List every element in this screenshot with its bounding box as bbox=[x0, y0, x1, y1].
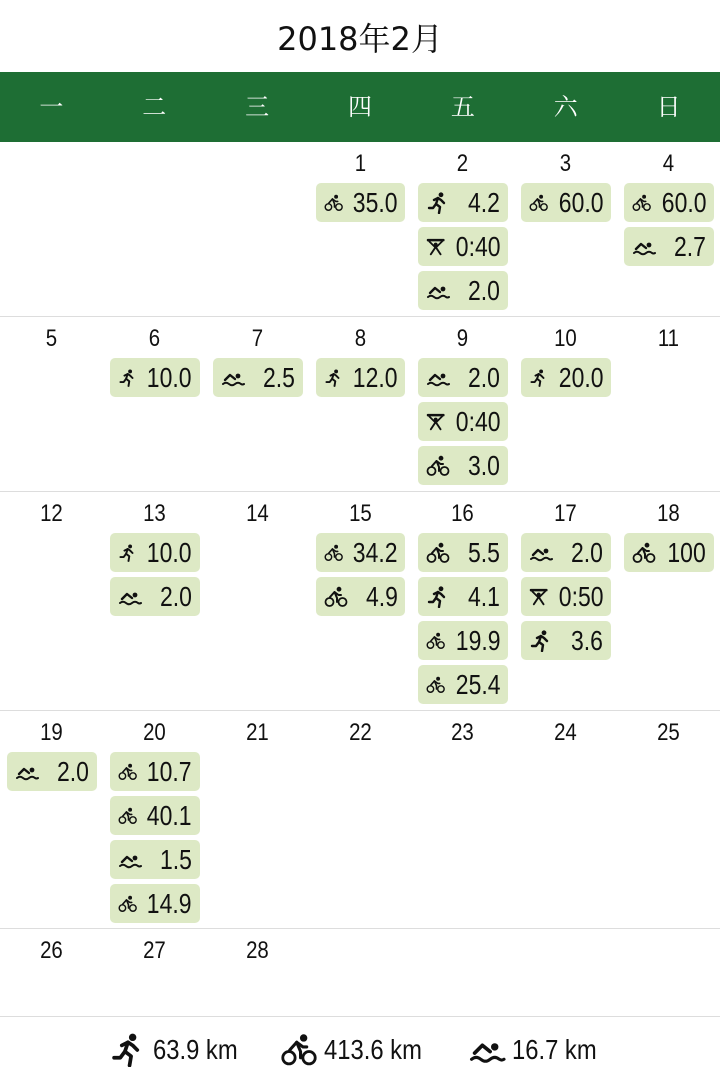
week-row bbox=[0, 710, 720, 928]
weekday-label: 一 bbox=[39, 93, 64, 121]
workout-entry[interactable] bbox=[418, 446, 508, 485]
workout-value: 0:40 bbox=[455, 405, 501, 437]
swim-icon bbox=[529, 542, 553, 564]
workout-entry[interactable] bbox=[418, 271, 508, 310]
workout-value: 14.9 bbox=[147, 887, 192, 919]
workout-entry[interactable] bbox=[521, 358, 611, 397]
workout-entry[interactable] bbox=[624, 227, 714, 266]
workout-entry[interactable] bbox=[110, 358, 200, 397]
workout-value: 2.0 bbox=[468, 361, 501, 393]
day-number: 8 bbox=[354, 325, 366, 352]
weights-icon bbox=[529, 586, 548, 608]
day-cell[interactable] bbox=[309, 317, 412, 491]
day-number: 15 bbox=[348, 500, 372, 527]
workout-entry[interactable] bbox=[7, 752, 97, 791]
run-icon bbox=[118, 542, 137, 564]
workout-value: 60.0 bbox=[661, 186, 707, 218]
day-cell[interactable] bbox=[514, 142, 617, 316]
day-cell[interactable] bbox=[103, 711, 206, 928]
day-number: 28 bbox=[245, 937, 269, 964]
workout-value: 35.0 bbox=[352, 186, 398, 218]
day-number bbox=[625, 929, 712, 965]
day-cell bbox=[0, 142, 103, 316]
workout-value: 34.2 bbox=[352, 536, 398, 568]
day-cell[interactable] bbox=[411, 492, 514, 710]
workout-value: 2.0 bbox=[468, 274, 501, 306]
bike-icon bbox=[426, 455, 450, 477]
day-cell[interactable] bbox=[514, 317, 617, 491]
bike-icon bbox=[118, 805, 137, 827]
day-cell[interactable] bbox=[0, 317, 103, 491]
day-number: 23 bbox=[451, 719, 475, 746]
weekday-label: 二 bbox=[142, 93, 167, 121]
day-cell[interactable] bbox=[0, 492, 103, 710]
swim-icon bbox=[468, 1033, 506, 1067]
day-number bbox=[522, 929, 609, 965]
day-cell[interactable] bbox=[514, 492, 617, 710]
day-cell[interactable] bbox=[0, 929, 103, 1016]
day-number: 11 bbox=[657, 325, 680, 352]
bike-icon bbox=[426, 630, 445, 652]
day-number bbox=[8, 142, 95, 178]
workout-value: 2.5 bbox=[262, 361, 295, 393]
workout-entry[interactable] bbox=[418, 533, 508, 572]
bike-icon bbox=[280, 1033, 318, 1067]
workout-entry[interactable] bbox=[213, 358, 303, 397]
workout-entry[interactable] bbox=[316, 183, 406, 222]
day-cell[interactable] bbox=[309, 711, 412, 928]
swim-icon bbox=[118, 849, 142, 871]
swim-icon bbox=[15, 761, 39, 783]
summary-bike bbox=[280, 1033, 439, 1067]
run-icon bbox=[324, 367, 343, 389]
day-number: 16 bbox=[451, 500, 475, 527]
bike-icon bbox=[324, 586, 348, 608]
day-number: 21 bbox=[245, 719, 269, 746]
weekday-header bbox=[0, 72, 720, 142]
day-number bbox=[213, 142, 300, 178]
workout-entry[interactable] bbox=[418, 358, 508, 397]
day-number: 6 bbox=[148, 325, 160, 352]
bike-icon bbox=[632, 542, 656, 564]
workout-value: 2.7 bbox=[674, 230, 707, 262]
day-number bbox=[316, 929, 403, 965]
summary-run bbox=[109, 1033, 253, 1067]
workout-entry[interactable] bbox=[418, 183, 508, 222]
day-cell[interactable] bbox=[411, 317, 514, 491]
workout-entry[interactable] bbox=[110, 752, 200, 791]
day-cell bbox=[103, 142, 206, 316]
weights-icon bbox=[426, 236, 445, 258]
day-number: 4 bbox=[662, 150, 675, 177]
workout-entry[interactable] bbox=[316, 577, 406, 616]
swim-icon bbox=[426, 280, 450, 302]
workout-value: 60.0 bbox=[558, 186, 604, 218]
day-number: 19 bbox=[40, 719, 63, 746]
workout-entry[interactable] bbox=[521, 183, 611, 222]
day-number: 10 bbox=[554, 325, 578, 352]
day-cell bbox=[309, 929, 412, 1016]
day-number: 25 bbox=[657, 719, 680, 746]
day-number: 18 bbox=[657, 500, 680, 527]
day-number: 17 bbox=[554, 500, 578, 527]
swim-icon bbox=[118, 586, 142, 608]
workout-value: 3.6 bbox=[571, 624, 604, 656]
workout-value: 2.0 bbox=[56, 755, 89, 787]
day-cell bbox=[617, 929, 720, 1016]
workout-entry[interactable] bbox=[624, 533, 714, 572]
day-cell[interactable] bbox=[103, 929, 206, 1016]
bike-icon bbox=[118, 893, 137, 915]
run-icon bbox=[118, 367, 137, 389]
workout-value: 5.5 bbox=[468, 536, 501, 568]
workout-entry[interactable] bbox=[110, 796, 200, 835]
day-cell[interactable] bbox=[103, 317, 206, 491]
day-number: 13 bbox=[142, 500, 166, 527]
workout-entry[interactable] bbox=[521, 533, 611, 572]
weekday-label: 三 bbox=[245, 93, 270, 121]
workout-entry[interactable] bbox=[418, 621, 508, 660]
day-cell[interactable] bbox=[206, 929, 309, 1016]
workout-value: 3.0 bbox=[468, 449, 501, 481]
swim-icon bbox=[632, 236, 656, 258]
day-cell[interactable] bbox=[617, 142, 720, 316]
bike-icon bbox=[118, 761, 137, 783]
day-cell bbox=[514, 929, 617, 1016]
workout-entry[interactable] bbox=[110, 840, 200, 879]
day-cell[interactable] bbox=[309, 142, 412, 316]
bike-icon bbox=[324, 192, 343, 214]
day-number: 14 bbox=[245, 500, 269, 527]
summary-swim bbox=[468, 1033, 612, 1067]
summary-swim-total: 16.7 km bbox=[511, 1033, 597, 1065]
day-cell[interactable] bbox=[617, 317, 720, 491]
workout-entry[interactable] bbox=[418, 665, 508, 704]
day-number: 5 bbox=[45, 325, 58, 352]
bike-icon bbox=[529, 192, 548, 214]
workout-value: 10.7 bbox=[147, 755, 192, 787]
day-cell[interactable] bbox=[617, 711, 720, 928]
week-row bbox=[0, 142, 720, 316]
workout-entry[interactable] bbox=[418, 577, 508, 616]
workout-value: 4.9 bbox=[365, 580, 398, 612]
run-icon bbox=[426, 192, 450, 214]
day-cell[interactable] bbox=[617, 492, 720, 710]
day-number: 22 bbox=[348, 719, 372, 746]
day-cell[interactable] bbox=[0, 711, 103, 928]
day-cell[interactable] bbox=[206, 492, 309, 710]
day-cell[interactable] bbox=[309, 492, 412, 710]
swim-icon bbox=[221, 367, 245, 389]
workout-value: 2.0 bbox=[159, 580, 192, 612]
day-number: 26 bbox=[40, 937, 63, 964]
day-number bbox=[419, 929, 506, 965]
day-number: 12 bbox=[40, 500, 63, 527]
workout-entry[interactable] bbox=[521, 621, 611, 660]
week-row bbox=[0, 928, 720, 1016]
workout-value: 100 bbox=[667, 536, 707, 568]
workout-value: 4.1 bbox=[468, 580, 501, 612]
workout-entry[interactable] bbox=[418, 402, 508, 441]
day-number bbox=[111, 142, 198, 178]
weights-icon bbox=[426, 411, 445, 433]
workout-value: 25.4 bbox=[455, 668, 501, 700]
workout-value: 2.0 bbox=[571, 536, 604, 568]
workout-value: 0:50 bbox=[558, 580, 604, 612]
swim-icon bbox=[426, 367, 450, 389]
day-number: 20 bbox=[142, 719, 166, 746]
weekday-label: 六 bbox=[553, 93, 578, 121]
run-icon bbox=[109, 1033, 147, 1067]
day-cell bbox=[411, 929, 514, 1016]
workout-value: 10.0 bbox=[147, 536, 192, 568]
run-icon bbox=[529, 630, 553, 652]
day-cell bbox=[206, 142, 309, 316]
calendar-grid bbox=[0, 142, 720, 1017]
bike-icon bbox=[426, 542, 450, 564]
workout-value: 4.2 bbox=[468, 186, 501, 218]
summary-bike-total: 413.6 km bbox=[324, 1033, 423, 1065]
workout-value: 0:40 bbox=[455, 230, 501, 262]
day-cell[interactable] bbox=[411, 142, 514, 316]
bike-icon bbox=[632, 192, 651, 214]
summary-run-total: 63.9 km bbox=[152, 1033, 238, 1065]
workout-entry[interactable] bbox=[624, 183, 714, 222]
workout-value: 20.0 bbox=[558, 361, 604, 393]
weekday-label: 五 bbox=[450, 93, 475, 121]
day-cell[interactable] bbox=[411, 711, 514, 928]
day-number: 27 bbox=[142, 937, 166, 964]
workout-entry[interactable] bbox=[418, 227, 508, 266]
weekday-label: 日 bbox=[656, 93, 681, 121]
day-number: 9 bbox=[457, 325, 469, 352]
workout-entry[interactable] bbox=[316, 533, 406, 572]
week-row bbox=[0, 491, 720, 710]
weekday-label: 四 bbox=[348, 93, 372, 121]
workout-entry[interactable] bbox=[110, 533, 200, 572]
day-number: 3 bbox=[560, 150, 572, 177]
week-row bbox=[0, 316, 720, 491]
month-title: 2018年2月 bbox=[277, 20, 443, 58]
workout-value: 12.0 bbox=[352, 361, 398, 393]
bike-icon bbox=[426, 674, 445, 696]
day-number: 2 bbox=[457, 150, 469, 177]
workout-value: 19.9 bbox=[455, 624, 501, 656]
day-cell[interactable] bbox=[206, 711, 309, 928]
workout-value: 40.1 bbox=[147, 799, 192, 831]
day-cell[interactable] bbox=[103, 492, 206, 710]
run-icon bbox=[426, 586, 450, 608]
day-number: 7 bbox=[251, 325, 263, 352]
day-number: 1 bbox=[354, 150, 366, 177]
day-cell[interactable] bbox=[206, 317, 309, 491]
summary-bar bbox=[0, 1018, 720, 1081]
workout-value: 1.5 bbox=[159, 843, 192, 875]
workout-entry[interactable] bbox=[521, 577, 611, 616]
workout-entry[interactable] bbox=[110, 577, 200, 616]
bike-icon bbox=[324, 542, 343, 564]
run-icon bbox=[529, 367, 548, 389]
workout-value: 10.0 bbox=[147, 361, 192, 393]
workout-entry[interactable] bbox=[316, 358, 406, 397]
workout-entry[interactable] bbox=[110, 884, 200, 923]
day-cell[interactable] bbox=[514, 711, 617, 928]
day-number: 24 bbox=[554, 719, 578, 746]
